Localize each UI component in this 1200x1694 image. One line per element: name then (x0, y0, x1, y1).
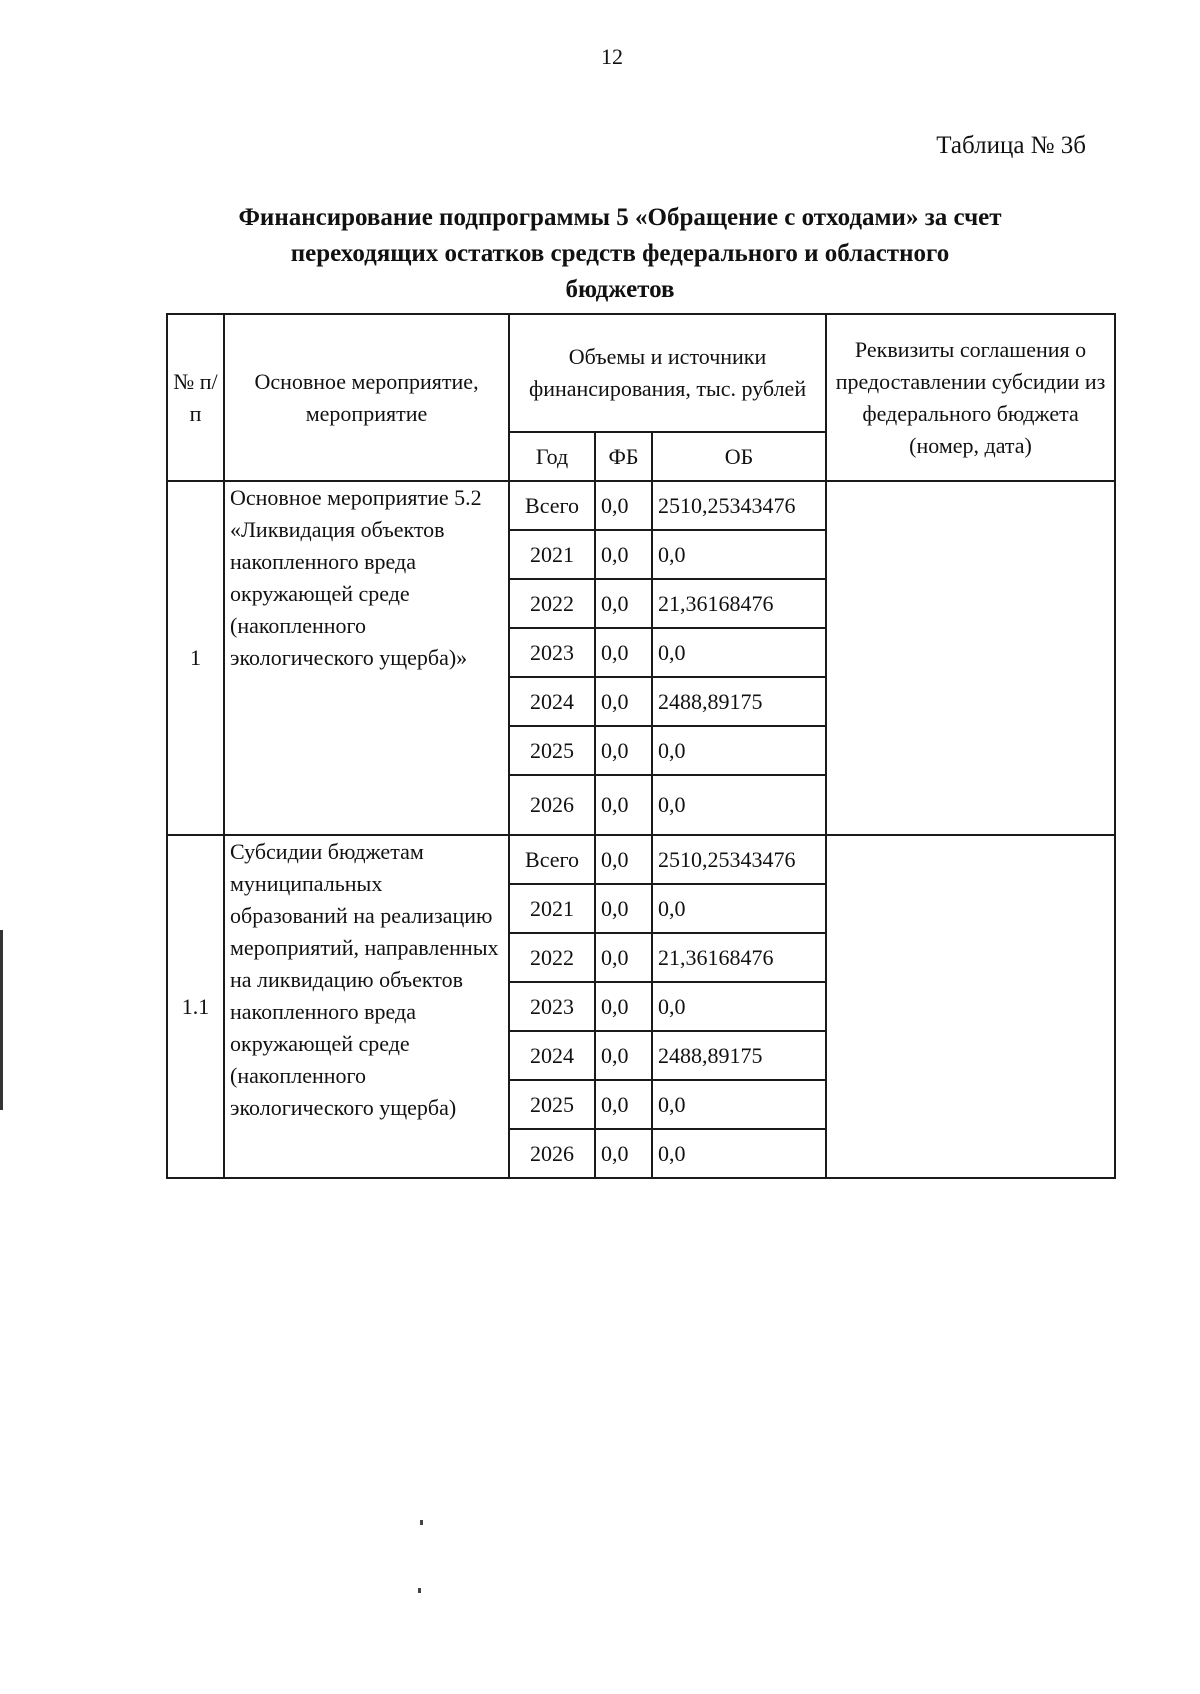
scan-speck (420, 1520, 423, 1525)
fb-cell: 0,0 (595, 628, 652, 677)
table-label: Таблица № 3б (936, 132, 1086, 159)
title-line: переходящих остатков средств федерального и областного (290, 240, 950, 267)
year-cell: Всего (509, 835, 595, 884)
ob-cell: 0,0 (652, 775, 826, 835)
ob-cell: 21,36168476 (652, 933, 826, 982)
header-year: Год (509, 432, 595, 481)
fb-cell: 0,0 (595, 835, 652, 884)
year-cell: Всего (509, 481, 595, 530)
fb-cell: 0,0 (595, 933, 652, 982)
ob-cell: 0,0 (652, 884, 826, 933)
ob-cell: 0,0 (652, 982, 826, 1031)
ob-cell: 0,0 (652, 628, 826, 677)
fb-cell: 0,0 (595, 579, 652, 628)
page-number: 12 (601, 44, 623, 69)
year-cell: 2022 (509, 933, 595, 982)
year-cell: 2024 (509, 1031, 595, 1080)
fb-cell: 0,0 (595, 530, 652, 579)
fb-cell: 0,0 (595, 1080, 652, 1129)
header-event: Основное мероприятие, мероприятие (224, 314, 509, 481)
fb-cell: 0,0 (595, 726, 652, 775)
title-line: Финансирование подпрограммы 5 «Обращение с отходами» за счет (238, 204, 1002, 231)
table-row (167, 835, 1115, 884)
ob-cell: 0,0 (652, 1129, 826, 1178)
fb-cell: 0,0 (595, 884, 652, 933)
ob-cell: 21,36168476 (652, 579, 826, 628)
fb-cell: 0,0 (595, 775, 652, 835)
fb-cell: 0,0 (595, 481, 652, 530)
row-number: 1 (167, 481, 224, 835)
ob-cell: 2488,89175 (652, 1031, 826, 1080)
year-cell: 2025 (509, 1080, 595, 1129)
year-cell: 2021 (509, 530, 595, 579)
header-ob: ОБ (652, 432, 826, 481)
fb-cell: 0,0 (595, 1031, 652, 1080)
scan-speck (418, 1588, 421, 1593)
year-cell: 2025 (509, 726, 595, 775)
year-cell: 2026 (509, 775, 595, 835)
table-body (167, 481, 1115, 1178)
ob-cell: 0,0 (652, 1080, 826, 1129)
ob-cell: 2510,25343476 (652, 835, 826, 884)
fb-cell: 0,0 (595, 982, 652, 1031)
year-cell: 2023 (509, 982, 595, 1031)
scan-edge-mark (0, 930, 3, 1110)
table-row (167, 481, 1115, 530)
event-description: Основное мероприятие 5.2 «Ликвидация объектов накопленного вреда окружающей среде (накопленного экологического ущерба)» (224, 481, 509, 835)
header-volumes: Объемы и источники финансирования, тыс. рублей (509, 314, 826, 432)
requisites-cell (826, 481, 1115, 835)
fb-cell: 0,0 (595, 677, 652, 726)
ob-cell: 2510,25343476 (652, 481, 826, 530)
header-num: № п/п (167, 314, 224, 481)
year-cell: 2024 (509, 677, 595, 726)
ob-cell: 0,0 (652, 530, 826, 579)
year-cell: 2026 (509, 1129, 595, 1178)
requisites-cell (826, 835, 1115, 1178)
fb-cell: 0,0 (595, 1129, 652, 1178)
year-cell: 2023 (509, 628, 595, 677)
financing-table (166, 313, 1116, 1179)
ob-cell: 2488,89175 (652, 677, 826, 726)
document-title (170, 200, 1070, 308)
row-number: 1.1 (167, 835, 224, 1178)
title-line: бюджетов (565, 276, 675, 303)
event-description: Субсидии бюджетам муниципальных образований на реализацию мероприятий, направленных на ликвидацию объектов накопленного вреда окружающей среде (накопленного экологического ущерба) (224, 835, 509, 1178)
header-requisites: Реквизиты соглашения о предоставлении субсидии из федерального бюджета (номер, дата) (826, 314, 1115, 481)
year-cell: 2022 (509, 579, 595, 628)
ob-cell: 0,0 (652, 726, 826, 775)
header-fb: ФБ (595, 432, 652, 481)
year-cell: 2021 (509, 884, 595, 933)
